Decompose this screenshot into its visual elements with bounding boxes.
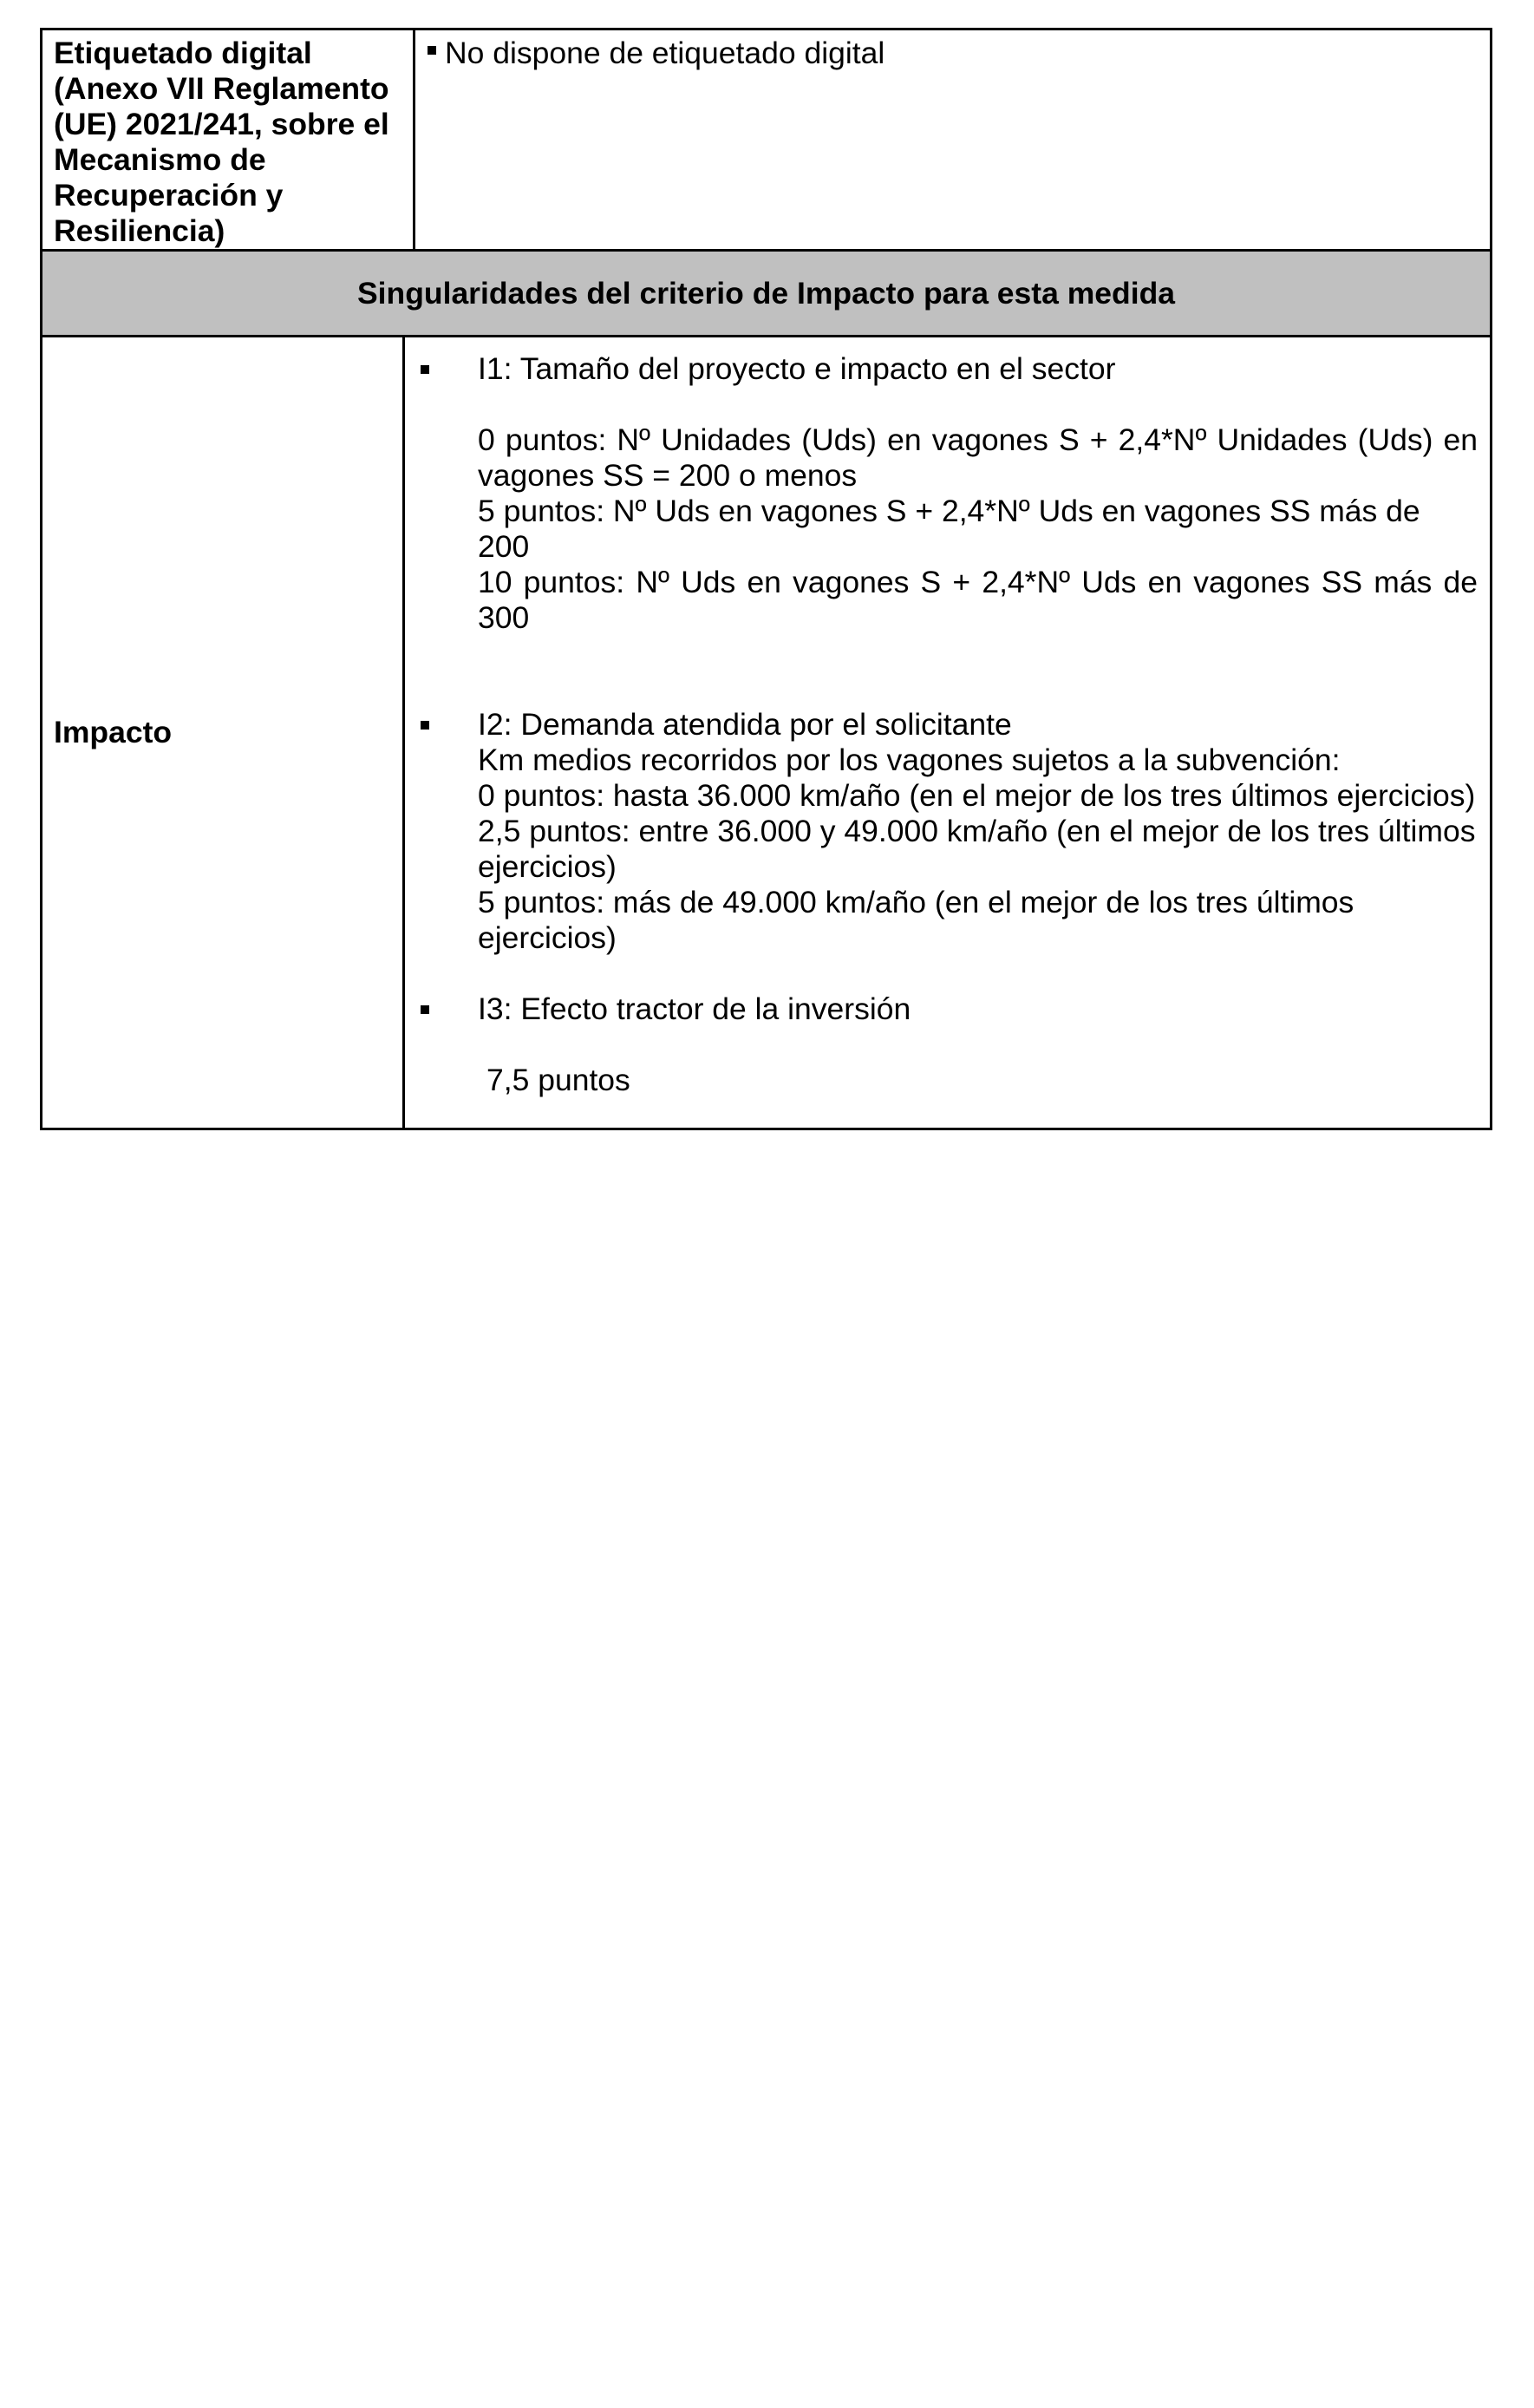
criteria-table bbox=[40, 28, 1492, 1130]
i2-line-25: 2,5 puntos: entre 36.000 y 49.000 km/año (en el mejor de los tres últimos ejercicios) bbox=[478, 814, 1476, 884]
bullet-square-icon bbox=[421, 1005, 429, 1014]
bullet-square-icon bbox=[428, 46, 436, 55]
etiquetado-value-cell bbox=[415, 29, 1492, 251]
etiquetado-value: No dispone de etiquetado digital bbox=[445, 36, 885, 70]
row-etiquetado bbox=[42, 29, 1492, 251]
i2-title: I2: Demanda atendida por el solicitante bbox=[478, 707, 1012, 742]
impacto-label: Impacto bbox=[54, 715, 173, 749]
bullet-square-icon bbox=[421, 365, 429, 374]
criterion-i3 bbox=[405, 991, 1478, 1098]
impacto-content-cell bbox=[404, 337, 1492, 1129]
i2-subtitle: Km medios recorridos por los vagones sujetos a la subvención: bbox=[478, 743, 1341, 777]
i2-line-0: 0 puntos: hasta 36.000 km/año (en el mejor de los tres últimos ejercicios) bbox=[478, 778, 1476, 813]
bullet-square-icon bbox=[421, 721, 429, 730]
criterion-i1 bbox=[405, 351, 1478, 707]
etiquetado-label-cell bbox=[42, 29, 415, 251]
i1-title: I1: Tamaño del proyecto e impacto en el sector bbox=[478, 351, 1116, 386]
section-header-row bbox=[42, 251, 1492, 337]
i3-points: 7,5 puntos bbox=[486, 1063, 630, 1097]
row-impacto bbox=[42, 337, 1492, 1129]
criterion-i2 bbox=[405, 707, 1478, 991]
i2-line-5: 5 puntos: más de 49.000 km/año (en el mejor de los tres últimos ejercicios) bbox=[478, 885, 1354, 955]
etiquetado-label: Etiquetado digital (Anexo VII Reglamento (UE) 2021/241, sobre el Mecanismo de Recuperación y Resiliencia) bbox=[54, 36, 389, 248]
section-header: Singularidades del criterio de Impacto para esta medida bbox=[42, 251, 1492, 337]
impacto-label-cell bbox=[42, 337, 404, 1129]
i1-line-0: 0 puntos: Nº Unidades (Uds) en vagones S + 2,4*Nº Unidades (Uds) en vagones SS = 200 o menos bbox=[478, 422, 1478, 493]
i3-title: I3: Efecto tractor de la inversión bbox=[478, 991, 911, 1026]
i1-line-5: 5 puntos: Nº Uds en vagones S + 2,4*Nº Uds en vagones SS más de 200 bbox=[478, 494, 1420, 564]
impacto-criteria-list bbox=[405, 337, 1490, 1128]
i1-line-10: 10 puntos: Nº Uds en vagones S + 2,4*Nº Uds en vagones SS más de 300 bbox=[478, 565, 1478, 635]
